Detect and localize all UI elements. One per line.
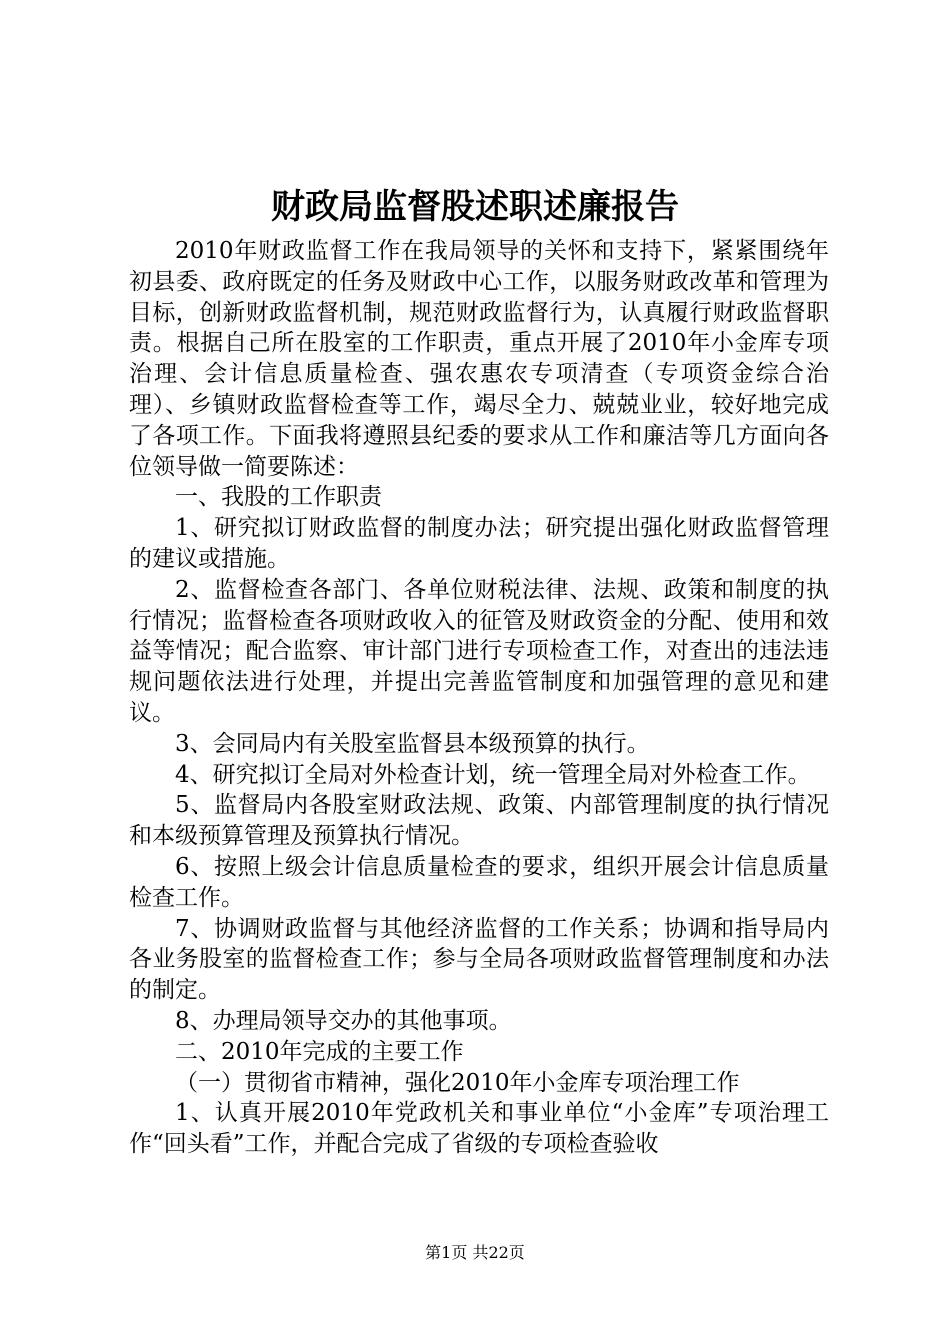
duty-item-3: 3、会同局内有关股室监督县本级预算的执行。 <box>175 730 650 757</box>
page-number-footer: 第1页 共22页 <box>425 1243 525 1262</box>
work-item-1: 1、认真开展2010年党政机关和事业单位“小金库”专项治理工作“回头看”工作，并配合完成了省级的专项检查验收 <box>129 1100 829 1158</box>
duty-item-8: 8、办理局领导交办的其他事项。 <box>175 1007 512 1034</box>
duty-item-6: 6、按照上级会计信息质量检查的要求，组织开展会计信息质量检查工作。 <box>129 853 829 911</box>
paragraph-intro: 2010年财政监督工作在我局领导的关怀和支持下，紧紧围绕年初县委、政府既定的任务及财政中心工作，以服务财政改革和管理为目标，创新财政监督机制，规范财政监督行为，认真履行财政监督职责。根据自己所在股室的工作职责，重点开展了2010年小金库专项治理、会计信息质量检查、强农惠农专项清查（专项资金综合治理）、乡镇财政监督检查等工作，竭尽全力、兢兢业业，较好地完成了各项工作。下面我将遵照县纪委的要求从工作和廉洁等几方面向各位领导做一简要陈述： <box>129 238 829 480</box>
duty-item-1: 1、研究拟订财政监督的制度办法；研究提出强化财政监督管理的建议或措施。 <box>129 515 829 572</box>
section-heading-duties: 一、我股的工作职责 <box>175 484 382 511</box>
subsection-heading-1: （一）贯彻省市精神，强化2010年小金库专项治理工作 <box>175 1069 740 1096</box>
document-body <box>129 236 829 1160</box>
duty-item-2: 2、监督检查各部门、各单位财税法律、法规、政策和制度的执行情况；监督检查各项财政收入的征管及财政资金的分配、使用和效益等情况；配合监察、审计部门进行专项检查工作，对查出的违法违规问题依法进行处理，并提出完善监管制度和加强管理的意见和建议。 <box>129 576 829 726</box>
section-heading-work: 二、2010年完成的主要工作 <box>175 1038 464 1065</box>
duty-item-7: 7、协调财政监督与其他经济监督的工作关系；协调和指导局内各业务股室的监督检查工作；参与全局各项财政监督管理制度和办法的制定。 <box>129 915 829 1004</box>
duty-item-5: 5、监督局内各股室财政法规、政策、内部管理制度的执行情况和本级预算管理及预算执行情况。 <box>129 792 829 850</box>
page-title: 财政局监督股述职述廉报告 <box>271 187 679 227</box>
duty-item-4: 4、研究拟订全局对外检查计划，统一管理全局对外检查工作。 <box>175 761 811 788</box>
